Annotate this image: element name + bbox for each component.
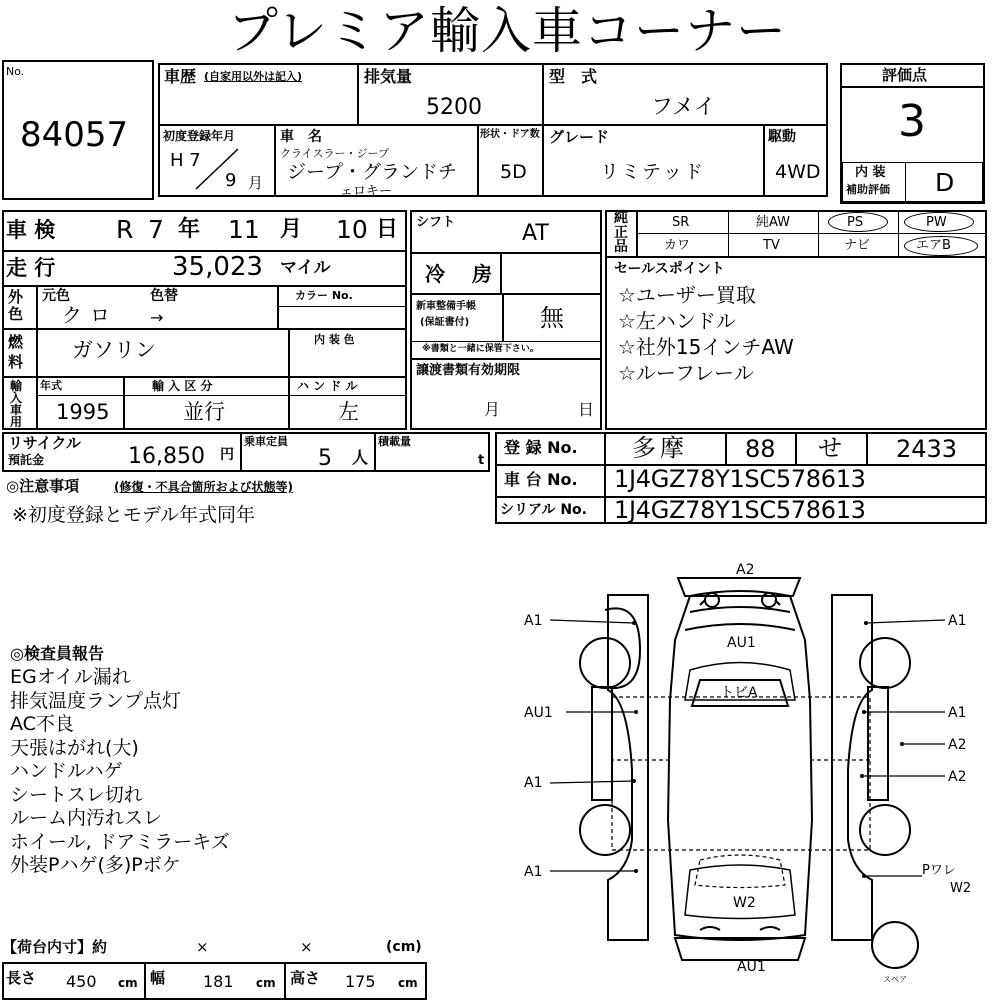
lot-no-label: No. [6,65,25,78]
chassis-label: 車 台 No. [504,470,578,489]
equip-tv: TV [763,238,780,253]
interior-score-value: D [935,168,955,197]
diagram-label-l2: AU1 [524,705,553,721]
diagram-label-top: A2 [736,562,755,578]
diagram-label-sunroof: トビA [720,685,758,701]
import-side-label: 輸入車用 [10,379,23,429]
load-label: 積載量 [378,435,411,448]
length-cm: cm [118,976,138,990]
notes-text: ※初度登録とモデル年式同年 [12,504,255,526]
report-line: ハンドルハゲ [10,760,123,782]
mileage-label: 走 行 [6,256,56,280]
report-line: 天張はがれ(大) [10,736,139,759]
model-type-value: フメイ [651,95,716,120]
diagram-label-roof: AU1 [727,635,756,651]
displacement-label: 排気量 [364,67,413,86]
equip-navi: ナビ [844,238,871,253]
width-label: 幅 [150,969,166,987]
load-unit: t [478,453,485,468]
first-reg-month-unit: 月 [248,174,264,192]
first-reg-label: 初度登録年月 [163,129,236,143]
history-note: (自家用以外は記入) [204,70,303,83]
body-value: 5D [500,161,527,183]
diagram-label-r5a: Pワレ [922,863,956,878]
color-change-value: → [150,308,164,327]
width-cm: cm [256,976,276,990]
diagram-label-windshield: W2 [733,895,756,911]
grade-value: リミテッド [600,161,706,183]
inspection-year: 7 [148,215,164,244]
selling-point-1: ☆ユーザー買取 [618,283,756,307]
color-change-label: 色替 [150,288,178,304]
shift-label: シフト [416,215,456,230]
car-name-label: 車 名 [280,129,322,145]
transfer-label: 譲渡書類有効期限 [416,363,521,378]
recycle-unit: 円 [220,447,234,463]
reg-area: 多摩 [632,434,688,462]
equipment-label: 純正品 [614,210,628,255]
capacity-unit: 人 [352,448,369,467]
car-name-line1: ジープ・グランドチ [287,161,458,183]
drive-value: 4WD [775,161,821,183]
drive-label: 駆動 [768,129,796,145]
diagram-label-r4: A2 [948,769,967,785]
selling-point-4: ☆ルーフレール [618,361,754,385]
selling-point-3: ☆社外15インチAW [618,335,794,359]
length-value: 450 [66,972,97,991]
import-type-label: 輸 入 区 分 [152,379,213,393]
history-label: 車歴 [164,67,197,86]
reg-class: 88 [745,435,776,463]
recycle-label-1: リサイクル [8,434,81,452]
maintenance-note: ※書類と一緒に保管下さい。 [422,344,539,354]
height-value: 175 [345,972,376,991]
diagram-label-r1: A1 [948,613,967,629]
score-label: 評価点 [882,66,928,84]
chassis-value: 1J4GZ78Y1SC578613 [614,465,866,493]
equip-pw: PW [926,215,947,230]
selling-points-label: セールスポイント [614,261,725,277]
inspection-day: 10 [336,215,368,244]
car-name-line2: ェロキー [340,184,393,199]
page-title: プレミア輸入車コーナー [228,2,787,60]
aircon-label: 冷 房 [425,262,502,286]
handle-label: ハ ン ド ル [297,379,358,393]
lot-number: 84057 [20,115,129,155]
import-type-value: 並行 [183,400,225,424]
inspection-month-unit: 月 [280,217,303,242]
report-line: ルーム内汚れスレ [10,807,163,829]
notes-label: ◎注意事項 [6,477,80,495]
fuel-label: 燃料 [8,333,24,371]
diagram-label-spare: スペア [883,975,907,984]
body-label: 形状・ドア数 [480,129,540,140]
import-year: 1995 [56,400,110,424]
shift-value: AT [522,221,549,246]
serial-label: シリアル No. [500,502,587,518]
width-value: 181 [203,972,234,991]
diagram-label-bottom: AU1 [737,959,766,975]
selling-point-2: ☆左ハンドル [618,309,736,333]
inspection-day-unit: 日 [376,217,399,242]
diagram-label-l4: A1 [524,864,543,880]
diagram-label-l1: A1 [524,613,543,629]
capacity-value: 5 [318,446,332,471]
diagram-label-r5b: W2 [950,881,972,896]
mileage-unit: マイル [280,258,331,278]
inspection-label: 車 検 [6,218,56,242]
mileage-value: 35,023 [172,252,263,282]
car-maker: クライスラー・ジープ [280,147,390,160]
interior-label-1: 内 装 [855,165,886,180]
capacity-label: 乗車定員 [244,435,288,448]
recycle-value: 16,850 [128,444,205,469]
score-value: 3 [898,96,926,147]
report-line: 排気温度ランプ点灯 [10,689,182,712]
report-line: 外装Pハゲ(多)Pボケ [10,854,181,876]
maintenance-label-2: (保証書付) [420,317,470,328]
cargo-x1: × [196,938,209,956]
first-reg-month: 9 [225,170,237,191]
color-side-label: 外色 [8,288,24,323]
serial-value: 1J4GZ78Y1SC578613 [614,496,866,524]
inspection-month: 11 [228,215,260,244]
report-line: シートスレ切れ [10,783,143,806]
height-label: 高さ [290,969,321,987]
date-slash [188,145,248,195]
equip-aw: 純AW [756,215,791,230]
cargo-x2: × [300,938,313,956]
length-label: 長さ [6,969,37,987]
import-year-label: 年式 [40,379,62,392]
cargo-unit: (cm) [386,939,422,955]
diagram-label-r3: A2 [948,737,967,753]
registration-label: 登 録 No. [504,438,578,457]
report-line: ホイール, ドアミラーキズ [10,830,230,853]
interior-color-label: 内 装 色 [314,333,355,346]
first-reg-year: H 7 [170,150,201,171]
inspection-year-unit: 年 [178,217,201,242]
displacement-value: 5200 [426,95,482,120]
orig-color-value: クロ [62,303,118,327]
report-line: AC不良 [10,713,74,735]
fuel-value: ガソリン [72,338,156,362]
reg-kana: せ [818,434,842,462]
height-cm: cm [398,976,418,990]
equip-airbag: エアB [916,238,951,253]
diagram-label-r2: A1 [948,705,967,721]
diagram-label-l3: A1 [524,775,543,791]
car-damage-diagram [520,555,990,985]
equip-sr: SR [672,215,690,230]
report-line: EGオイル漏れ [10,666,131,688]
model-type-label: 型 式 [549,67,598,86]
handle-value: 左 [338,400,359,424]
equip-leather: カワ [664,238,691,253]
transfer-month-unit: 月 [484,400,501,419]
recycle-label-2: 預託金 [8,453,45,467]
maintenance-label-1: 新車整備手帳 [416,301,476,312]
equip-ps: PS [847,215,864,230]
cargo-title: 【荷台内寸】約 [2,938,108,956]
maintenance-value: 無 [540,304,564,332]
transfer-day-unit: 日 [578,400,595,419]
interior-label-2: 補助評価 [846,183,890,196]
inspection-era: R [116,215,134,244]
inspector-title: ◎検査員報告 [10,644,104,663]
notes-sub: (修復・不具合箇所および状態等) [114,480,293,494]
color-code-label: カラー No. [295,289,353,302]
reg-number: 2433 [896,435,958,463]
grade-label: グレード [549,128,610,146]
orig-color-label: 元色 [42,288,70,304]
inspector-report [10,666,230,878]
